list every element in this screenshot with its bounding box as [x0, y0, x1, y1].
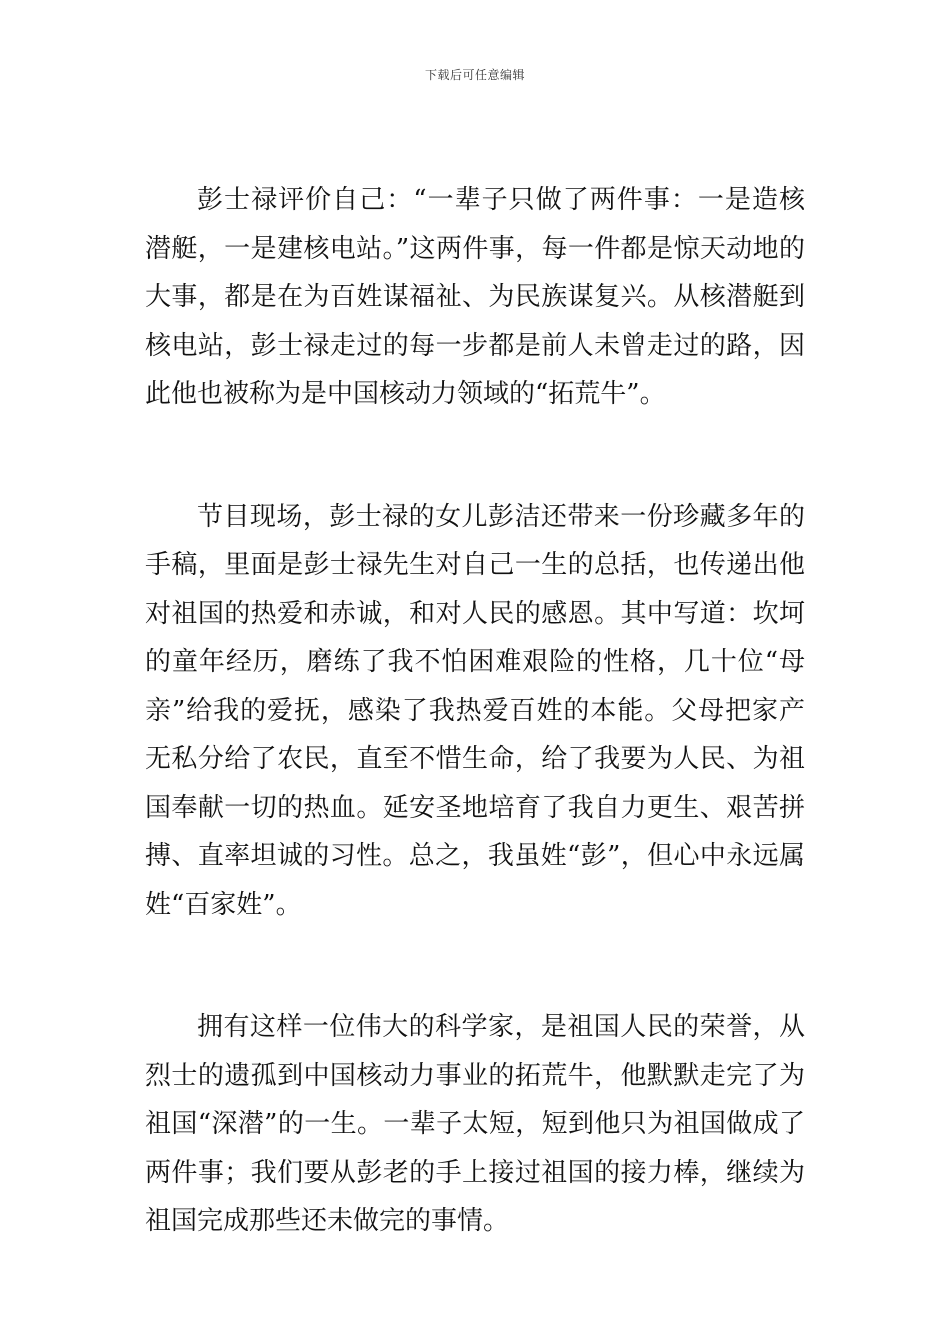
paragraph-2: 节目现场，彭士禄的女儿彭洁还带来一份珍藏多年的手稿，里面是彭士禄先生对自己一生的总括，也传递出他对祖国的热爱和赤诚，和对人民的感恩。其中写道：坎坷的童年经历，磨练了我不怕困难艰险的性格，几十位“母亲”给我的爱抚，感染了我热爱百姓的本能。父母把家产无私分给了农民，直至不惜生命，给了我要为人民、为祖国奉献一切的热血。延安圣地培育了我自力更生、艰苦拼搏、直率坦诚的习性。总之，我虽姓“彭”，但心中永远属姓“百家姓”。 [145, 501, 805, 920]
page-header: 下载后可任意编辑 [424, 68, 525, 82]
document-body [145, 176, 805, 1320]
paragraph-1: 彭士禄评价自己：“一辈子只做了两件事：一是造核潜艇，一是建核电站。”这两件事，每一件都是惊天动地的大事，都是在为百姓谋福祉、为民族谋复兴。从核潜艇到核电站，彭士禄走过的每一步都是前人未曾走过的路，因此他也被称为是中国核动力领域的“拓荒牛”。 [145, 185, 805, 409]
paragraph-3: 拥有这样一位伟大的科学家，是祖国人民的荣誉，从烈士的遗孤到中国核动力事业的拓荒牛，他默默走完了为祖国“深潜”的一生。一辈子太短，短到他只为祖国做成了两件事；我们要从彭老的手上接过祖国的接力棒，继续为祖国完成那些还未做完的事情。 [145, 1012, 805, 1236]
